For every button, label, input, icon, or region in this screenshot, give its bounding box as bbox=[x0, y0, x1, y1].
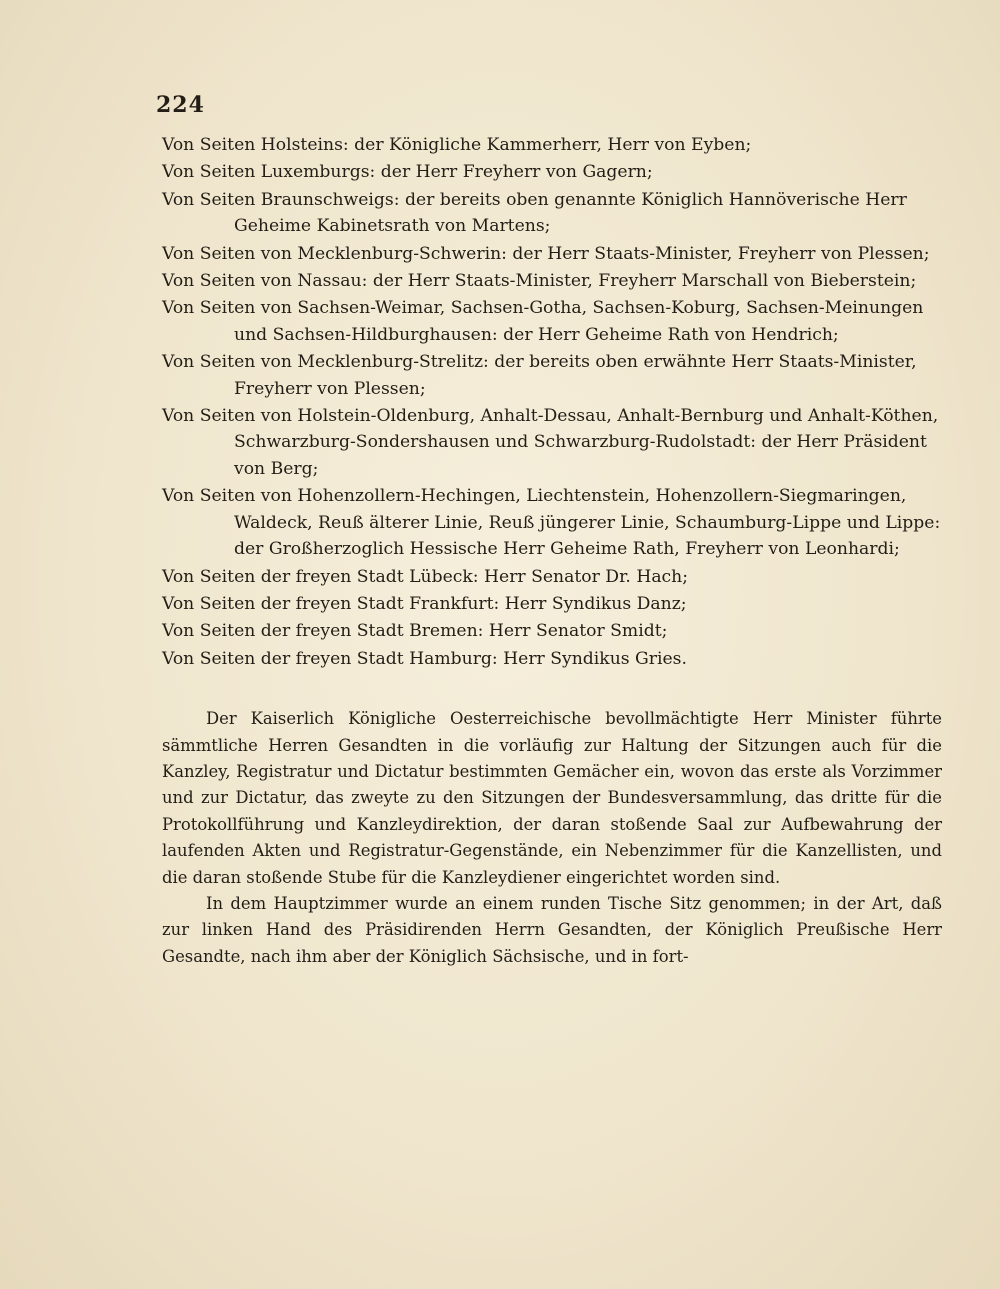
delegate-entry: Von Seiten der freyen Stadt Bremen: Herr Senator Smidt; bbox=[162, 621, 668, 642]
delegate-entry: Von Seiten Luxemburgs: der Herr Freyherr von Gagern; bbox=[162, 162, 653, 183]
delegate-entry: Von Seiten von Mecklenburg-Strelitz: der bereits oben erwähnte Herr Staats-Minister, Freyherr von Plessen; bbox=[162, 352, 917, 399]
paragraph: In dem Hauptzimmer wurde an einem runden Tische Sitz genommen; in der Art, daß zur linken Hand des Präsidirenden Herrn Gesandten, der Königlich Preußische Herr Gesandte, nach ihm aber der Königlich Sächsische, und in fort- bbox=[162, 893, 942, 966]
page-number: 224 bbox=[156, 92, 205, 118]
delegate-entry: Von Seiten Braunschweigs: der bereits oben genannte Königlich Hannöverische Herr Geheime Kabinetsrath von Martens; bbox=[162, 189, 907, 237]
delegate-entry: Von Seiten von Mecklenburg-Schwerin: der Herr Staats-Minister, Freyherr von Plessen; bbox=[162, 243, 930, 264]
prose-section bbox=[162, 706, 942, 970]
page-body bbox=[162, 132, 942, 970]
delegate-entry: Von Seiten Holsteins: der Königliche Kammerherr, Herr von Eyben; bbox=[162, 135, 752, 155]
delegate-entry: Von Seiten von Holstein-Oldenburg, Anhalt-Dessau, Anhalt-Bernburg und Anhalt-Köthen, Schwarzburg-Sondershausen und Schwarzburg-Rudolstadt: der Herr Präsident von Berg; bbox=[162, 406, 939, 479]
delegate-entry: Von Seiten von Nassau: der Herr Staats-Minister, Freyherr Marschall von Bieberstein; bbox=[162, 271, 917, 292]
delegate-entry: Von Seiten der freyen Stadt Hamburg: Herr Syndikus Gries. bbox=[162, 648, 687, 669]
delegate-entry: Von Seiten von Hohenzollern-Hechingen, Liechtenstein, Hohenzollern-Siegmaringen, Waldeck, Reuß älterer Linie, Reuß jüngerer Linie, Schaumburg-Lippe und Lippe: der Großherzoglich Hessische Herr Geheime Rath, Freyherr von Leonhardi; bbox=[162, 486, 941, 560]
paragraph: Der Kaiserlich Königliche Oesterreichische bevollmächtigte Herr Minister führte sämmtliche Herren Gesandten in die vorläufig zur Haltung der Sitzungen auch für die Kanzley, Registratur und Dictatur bestimmten Gemächer ein, wovon das erste als Vorzimmer und zur Dictatur, das zweyte zu den Sitzungen der Bundesversammlung, das dritte für die Protokollführung und Kanzleydirektion, der daran stoßende Saal zur Aufbewahrung der laufenden Akten und Registratur-Gegenstände, ein Nebenzimmer für die Kanzellisten, und die daran stoßende Stube für die Kanzleydiener eingerichtet worden sind. bbox=[162, 709, 942, 887]
delegate-entry: Von Seiten der freyen Stadt Lübeck: Herr Senator Dr. Hach; bbox=[162, 566, 689, 587]
delegate-entry: Von Seiten der freyen Stadt Frankfurt: Herr Syndikus Danz; bbox=[162, 593, 687, 614]
delegate-entry: Von Seiten von Sachsen-Weimar, Sachsen-Gotha, Sachsen-Koburg, Sachsen-Meinungen und Sachsen-Hildburghausen: der Herr Geheime Rath von Hendrich; bbox=[162, 298, 924, 345]
delegate-list bbox=[162, 132, 942, 672]
